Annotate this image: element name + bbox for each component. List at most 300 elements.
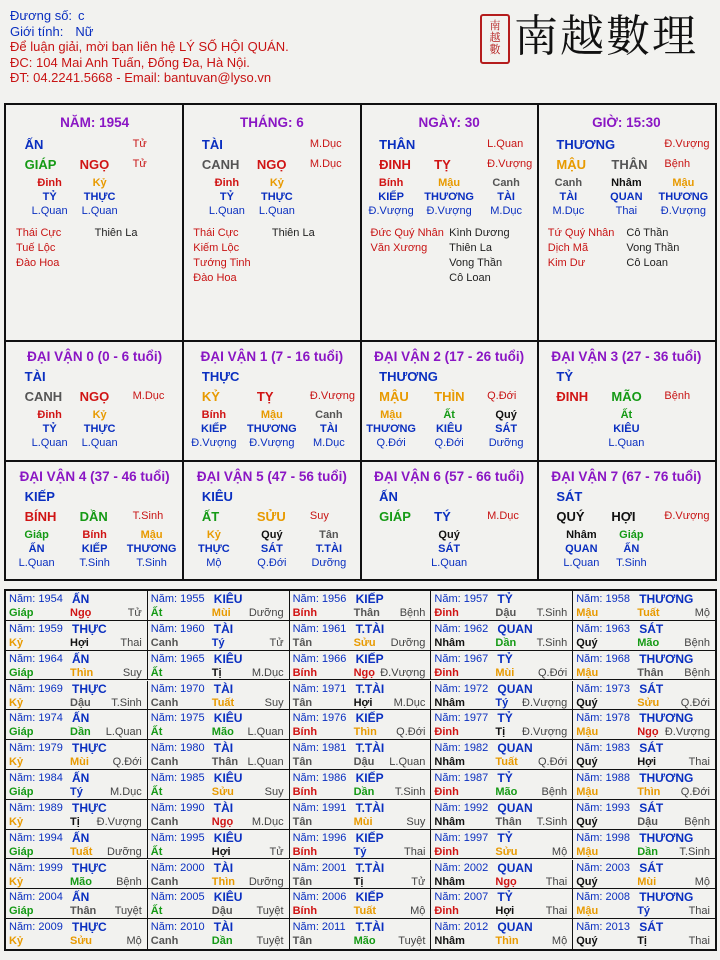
year-god: T.TÀI — [355, 681, 385, 696]
hidden-stem: Bính — [378, 177, 404, 189]
year-branch: Tị — [353, 875, 364, 888]
year-branch: Ngọ — [637, 726, 659, 739]
year-label: Năm: 1976 — [292, 712, 347, 725]
hidden-phase: Đ.Vượng — [249, 437, 295, 449]
year-label: Năm: 2007 — [434, 891, 489, 904]
hidden-stem: Mậu — [672, 177, 695, 189]
year-branch: Thân — [211, 756, 239, 769]
year-branch: Mùi — [353, 815, 373, 828]
hidden-stem: Canh — [554, 177, 583, 189]
year-branch: Thìn — [353, 726, 377, 739]
year-stem: Bính — [292, 666, 318, 679]
year-stem: Canh — [150, 756, 179, 769]
hidden-god: THƯƠNG — [658, 191, 709, 203]
star-right: Cô Loan — [449, 272, 491, 284]
year-label: Năm: 1971 — [292, 682, 347, 695]
year-branch: Thân — [70, 905, 97, 918]
year-branch: Mùi — [211, 607, 231, 619]
hidden-phase: L.Quan — [208, 205, 245, 217]
year-cell — [6, 830, 148, 860]
year-cell — [431, 591, 573, 621]
year-god: TÀI — [213, 800, 234, 815]
year-label: Năm: 2010 — [150, 921, 205, 934]
year-stem: Quý — [576, 935, 598, 948]
year-god: THƯƠNG — [639, 890, 694, 905]
duong-so-value: c — [78, 8, 85, 23]
year-god: ẤN — [72, 771, 90, 785]
year-stem: Đinh — [434, 786, 459, 798]
year-branch: Thìn — [495, 935, 519, 948]
cell-title: NĂM: 1954 — [60, 115, 130, 130]
branch-phase: T.Sinh — [132, 510, 164, 522]
year-stem: Đinh — [434, 726, 459, 739]
year-phase: T.Sinh — [679, 845, 710, 858]
stem-phase: Đ.Vượng — [664, 138, 710, 150]
hidden-stem: Mậu — [260, 409, 283, 421]
year-label: Năm: 1991 — [292, 801, 347, 814]
year-cell — [431, 770, 573, 800]
year-cell — [6, 621, 148, 651]
year-label: Năm: 1974 — [9, 712, 63, 725]
year-phase: Q.Đới — [680, 696, 710, 709]
header-info — [10, 8, 480, 86]
year-phase: Dưỡng — [248, 607, 284, 619]
hidden-phase: Mộ — [206, 557, 222, 569]
year-branch: Ngọ — [211, 815, 234, 828]
year-branch: Sửu — [70, 935, 93, 948]
hidden-god: THƯƠNG — [247, 423, 297, 435]
year-god: TỶ — [497, 651, 513, 666]
star-right: Vong Thần — [449, 257, 503, 269]
year-god: QUAN — [497, 741, 533, 756]
year-branch: Tuất — [353, 905, 376, 918]
year-phase: Suy — [122, 666, 142, 679]
hidden-phase: T.Sinh — [136, 557, 167, 569]
year-branch: Hợi — [637, 756, 657, 769]
hidden-phase: Dưỡng — [488, 437, 524, 449]
year-cell — [573, 651, 715, 681]
branch-phase: Bệnh — [664, 390, 691, 402]
year-label: Năm: 2003 — [576, 861, 630, 874]
year-branch: Tuất — [637, 607, 660, 619]
year-branch: Ngọ — [495, 875, 517, 888]
hidden-god: QUAN — [610, 191, 643, 203]
year-stem: Tân — [292, 935, 313, 948]
year-phase: Suy — [406, 815, 426, 828]
year-god: KIẾP — [355, 830, 384, 845]
year-branch: Mùi — [70, 756, 89, 769]
year-stem: Quý — [576, 636, 598, 649]
hidden-god: ẤN — [28, 543, 45, 555]
year-stem: Nhâm — [434, 875, 465, 888]
year-branch: Tý — [211, 636, 225, 649]
year-god: KIÊU — [213, 771, 243, 785]
year-phase: Bệnh — [684, 666, 710, 679]
year-branch: Mão — [637, 636, 660, 649]
branch-phase: Đ.Vượng — [309, 390, 356, 402]
year-cell — [6, 710, 148, 740]
year-phase: Thai — [120, 636, 142, 649]
year-stem: Canh — [150, 815, 179, 828]
year-stem: Quý — [576, 696, 598, 709]
hidden-stem: Nhâm — [566, 529, 597, 541]
year-cell — [148, 919, 290, 949]
year-stem: Ất — [150, 845, 163, 858]
hidden-stem: Kỷ — [92, 177, 107, 189]
hidden-stem: Đinh — [37, 409, 62, 421]
year-phase: Q.Đới — [680, 786, 710, 798]
stem-god: THÂN — [379, 137, 416, 152]
year-phase: Q.Đới — [537, 756, 568, 769]
year-cell — [148, 770, 290, 800]
year-phase: M.Dục — [393, 696, 426, 709]
year-phase: Mộ — [410, 905, 426, 918]
year-phase: M.Dục — [251, 666, 284, 679]
year-phase: Tuyệt — [398, 935, 426, 948]
year-branch: Mùi — [495, 666, 515, 679]
year-label: Năm: 1986 — [292, 772, 347, 784]
year-god: THỰC — [72, 860, 107, 875]
year-label: Năm: 1969 — [9, 682, 63, 695]
year-stem: Giáp — [9, 607, 34, 619]
stem-phase: L.Quan — [487, 138, 524, 150]
year-cell — [6, 740, 148, 770]
year-label: Năm: 1995 — [150, 831, 205, 844]
year-branch: Dậu — [353, 756, 375, 769]
year-phase: Mộ — [551, 845, 568, 858]
year-label: Năm: 1975 — [150, 712, 205, 725]
hidden-god: THƯƠNG — [126, 543, 177, 555]
heavenly-stem: MẬU — [556, 157, 586, 172]
gioi-tinh-value: Nữ — [75, 23, 94, 39]
year-label: Năm: 1980 — [150, 742, 205, 755]
hidden-god: TỶ — [42, 191, 57, 203]
year-cell — [431, 860, 573, 890]
year-stem: Ất — [150, 786, 163, 798]
year-god: THƯƠNG — [639, 592, 694, 606]
year-phase: Dưỡng — [390, 636, 426, 649]
hidden-phase: L.Quan — [258, 205, 295, 217]
dai-van-cell — [538, 461, 715, 579]
year-god: ẤN — [72, 592, 90, 606]
star-left: Đào Hoa — [193, 272, 237, 284]
cell-title: ĐẠI VẬN 3 (27 - 36 tuổi) — [551, 349, 702, 364]
year-cell — [290, 621, 432, 651]
year-god: TỶ — [497, 711, 513, 726]
year-branch: Hợi — [211, 845, 231, 858]
year-stem: Mậu — [576, 905, 599, 918]
hidden-stem: Quý — [438, 529, 460, 541]
year-branch: Thìn — [70, 666, 94, 679]
year-cell — [290, 800, 432, 830]
year-label: Năm: 1983 — [576, 742, 630, 755]
earthly-branch: NGỌ — [256, 157, 287, 172]
year-label: Năm: 1957 — [434, 593, 489, 605]
year-label: Năm: 2006 — [292, 891, 347, 904]
year-stem: Kỷ — [9, 756, 24, 769]
stem-god: TÀI — [24, 369, 46, 384]
hidden-god: SÁT — [438, 543, 461, 555]
year-cell — [290, 591, 432, 621]
year-cell — [431, 681, 573, 711]
year-cell — [148, 621, 290, 651]
year-cell — [148, 681, 290, 711]
year-cell — [290, 740, 432, 770]
year-cell — [573, 710, 715, 740]
contact-line-1: Để luận giải, mời bạn liên hệ LÝ SỐ HỘI QUÁN. — [10, 39, 289, 54]
hidden-stem: Mậu — [140, 529, 163, 541]
year-god: SÁT — [639, 681, 664, 696]
contact-line-2: ĐC: 104 Mai Anh Tuấn, Đống Đa, Hà Nội. — [10, 54, 250, 70]
hidden-phase: Q.Đới — [376, 437, 406, 449]
year-label: Năm: 1977 — [434, 712, 489, 725]
year-branch: Tuất — [495, 756, 518, 769]
year-phase: Thai — [545, 905, 568, 918]
star-left: Văn Xương — [370, 242, 428, 254]
year-god: KIẾP — [355, 711, 384, 726]
year-stem: Giáp — [9, 666, 34, 679]
hidden-phase: Đ.Vượng — [426, 205, 472, 217]
stem-god: TÀI — [201, 137, 223, 152]
branch-phase: Bệnh — [664, 158, 691, 170]
year-phase: Bệnh — [116, 875, 142, 888]
year-label: Năm: 1999 — [9, 861, 63, 874]
year-label: Năm: 1994 — [9, 831, 63, 844]
year-stem: Giáp — [9, 905, 34, 918]
hidden-phase: Q.Đới — [257, 557, 287, 569]
year-cell — [148, 651, 290, 681]
year-cell — [6, 770, 148, 800]
hidden-phase: L.Quan — [608, 437, 645, 449]
earthly-branch: THÂN — [611, 157, 648, 172]
year-cell — [290, 770, 432, 800]
pillar-cell — [6, 105, 183, 341]
hidden-stem: Nhâm — [611, 177, 642, 189]
year-cell — [148, 740, 290, 770]
year-phase: T.Sinh — [394, 786, 426, 798]
year-label: Năm: 2004 — [9, 891, 63, 904]
heavenly-stem: CANH — [24, 389, 63, 404]
heavenly-stem: ĐINH — [379, 157, 411, 172]
year-phase: L.Quan — [247, 726, 284, 739]
year-label: Năm: 1955 — [150, 593, 205, 605]
hidden-stem: Tân — [319, 529, 339, 541]
year-label: Năm: 2009 — [9, 921, 63, 934]
year-label: Năm: 2001 — [292, 861, 347, 874]
year-phase: T.Sinh — [536, 607, 568, 619]
hidden-phase: T.Sinh — [79, 557, 110, 569]
year-god: TÀI — [213, 920, 234, 935]
year-stem: Ất — [150, 726, 163, 739]
year-phase: Tử — [269, 636, 284, 649]
year-label: Năm: 1960 — [150, 622, 205, 635]
year-god: THỰC — [72, 800, 107, 815]
year-stem: Giáp — [9, 845, 34, 858]
year-cell — [573, 919, 715, 949]
hidden-phase: L.Quan — [31, 437, 68, 449]
heavenly-stem: BÍNH — [24, 509, 57, 524]
cell-title: ĐẠI VẬN 4 (37 - 46 tuổi) — [19, 469, 170, 484]
year-branch: Mão — [353, 935, 376, 948]
year-stem: Bính — [292, 607, 318, 619]
year-cell — [573, 889, 715, 919]
hidden-phase: M.Dục — [552, 205, 585, 217]
year-stem: Tân — [292, 636, 313, 649]
year-branch: Dần — [353, 786, 375, 798]
year-cell — [148, 800, 290, 830]
year-label: Năm: 1982 — [434, 742, 489, 755]
year-label: Năm: 1958 — [576, 593, 630, 605]
star-left: Đào Hoa — [16, 257, 60, 269]
year-cell — [431, 919, 573, 949]
earthly-branch: NGỌ — [79, 157, 110, 172]
year-label: Năm: 2002 — [434, 861, 489, 874]
gioi-tinh-label: Giới tính: — [10, 23, 64, 39]
year-stem: Đinh — [434, 905, 459, 918]
year-phase: Đ.Vượng — [664, 726, 710, 739]
cell-title: ĐẠI VẬN 2 (17 - 26 tuổi) — [374, 349, 525, 364]
cell-title: GIỜ: 15:30 — [592, 115, 661, 130]
year-stem: Kỷ — [9, 935, 24, 948]
hidden-phase: M.Dục — [312, 437, 345, 449]
star-right: Cô Thần — [626, 227, 669, 239]
year-phase: T.Sinh — [536, 636, 568, 649]
year-cell — [148, 889, 290, 919]
hidden-god: TÀI — [497, 191, 515, 203]
year-stem: Kỷ — [9, 815, 24, 828]
year-phase: Bệnh — [541, 786, 568, 798]
branch-phase: Đ.Vượng — [664, 510, 710, 522]
year-phase: Q.Đới — [537, 666, 568, 679]
year-stem: Nhâm — [434, 696, 465, 709]
year-branch: Dậu — [495, 607, 517, 619]
earthly-branch: TÝ — [434, 509, 451, 524]
year-stem: Tân — [292, 815, 313, 828]
year-branch: Sửu — [353, 636, 376, 649]
hidden-phase: L.Quan — [81, 205, 118, 217]
year-god: TÀI — [213, 741, 234, 756]
heavenly-stem: MẬU — [379, 389, 409, 404]
star-right: Kình Dương — [449, 227, 510, 239]
branch-phase: Đ.Vượng — [487, 158, 533, 170]
year-stem: Giáp — [9, 786, 34, 798]
year-branch: Tuất — [70, 845, 93, 858]
year-phase: Đ.Vượng — [522, 696, 568, 709]
year-branch: Thân — [495, 815, 522, 828]
branch-phase: M.Dục — [487, 510, 519, 522]
star-left: Thái Cực — [193, 227, 239, 239]
year-branch: Tý — [637, 905, 651, 918]
year-god: TỶ — [497, 830, 513, 845]
year-label: Năm: 1961 — [292, 622, 347, 635]
year-stem: Giáp — [9, 726, 34, 739]
stem-god: TỶ — [556, 369, 573, 384]
year-label: Năm: 1989 — [9, 801, 63, 814]
cell-title: NGÀY: 30 — [418, 115, 480, 130]
hidden-phase: L.Quan — [81, 437, 118, 449]
star-right: Thiên La — [271, 227, 315, 239]
year-phase: Thai — [688, 756, 710, 769]
year-branch: Mùi — [637, 875, 657, 888]
year-phase: T.Sinh — [536, 815, 568, 828]
branch-phase: Suy — [309, 510, 329, 522]
year-phase: Thai — [545, 875, 568, 888]
year-stem: Mậu — [576, 607, 599, 619]
hidden-phase: Thai — [615, 205, 638, 217]
year-cell — [431, 621, 573, 651]
year-god: THỰC — [72, 741, 107, 756]
star-left: Dịch Mã — [547, 242, 589, 254]
year-phase: M.Dục — [251, 815, 284, 828]
year-label: Năm: 1996 — [292, 831, 347, 844]
year-branch: Mão — [495, 786, 518, 798]
year-label: Năm: 1964 — [9, 652, 63, 665]
year-label: Năm: 1962 — [434, 622, 489, 635]
year-branch: Hợi — [353, 696, 373, 709]
year-god: KIÊU — [213, 830, 243, 845]
year-branch: Thìn — [637, 786, 661, 798]
hidden-god: TỶ — [219, 191, 234, 203]
dai-van-cell — [361, 461, 538, 579]
year-cell — [573, 860, 715, 890]
hidden-god: KIẾP — [201, 423, 227, 435]
hidden-stem: Mậu — [380, 409, 403, 421]
hidden-god: THỰC — [198, 543, 230, 555]
stem-god: KIẾP — [24, 489, 55, 504]
year-cell — [290, 681, 432, 711]
year-label: Năm: 1970 — [150, 682, 205, 695]
year-stem: Tân — [292, 756, 313, 769]
year-god: ẤN — [72, 830, 90, 845]
stem-god: THỰC — [201, 369, 240, 384]
year-label: Năm: 1956 — [292, 593, 347, 605]
year-stem: Nhâm — [434, 636, 465, 649]
year-label: Năm: 1993 — [576, 801, 630, 814]
year-god: SÁT — [639, 860, 664, 875]
hidden-god: KIẾP — [81, 543, 108, 555]
hidden-phase: L.Quan — [431, 557, 468, 569]
hidden-stem: Giáp — [619, 529, 644, 541]
year-god: THƯƠNG — [639, 651, 694, 666]
year-god: KIẾP — [355, 890, 384, 905]
hidden-stem: Kỷ — [206, 529, 221, 541]
stem-god: ẤN — [24, 137, 44, 152]
hidden-god: TỶ — [42, 423, 57, 435]
stem-phase: M.Dục — [309, 138, 342, 150]
dai-van-cell — [183, 341, 360, 461]
chart-grid — [4, 103, 717, 581]
hidden-god: KIÊU — [435, 423, 463, 435]
pillar-cell — [538, 105, 715, 341]
year-branch: Tý — [70, 786, 83, 798]
dai-van-cell — [538, 341, 715, 461]
year-cell — [573, 770, 715, 800]
year-cell — [6, 860, 148, 890]
seal-stamp: 南 越 數 — [480, 14, 510, 64]
hidden-god: THỰC — [83, 423, 116, 435]
year-label: Năm: 1997 — [434, 831, 489, 844]
star-left: Kiếm Lộc — [193, 242, 240, 254]
year-god: SÁT — [639, 920, 664, 935]
hidden-stem: Quý — [261, 529, 283, 541]
year-god: KIÊU — [213, 711, 243, 726]
year-label: Năm: 1984 — [9, 772, 63, 784]
dai-van-cell — [183, 461, 360, 579]
year-cell — [431, 740, 573, 770]
year-label: Năm: 2012 — [434, 921, 489, 934]
earthly-branch: DẦN — [79, 509, 108, 524]
year-label: Năm: 1981 — [292, 742, 347, 755]
